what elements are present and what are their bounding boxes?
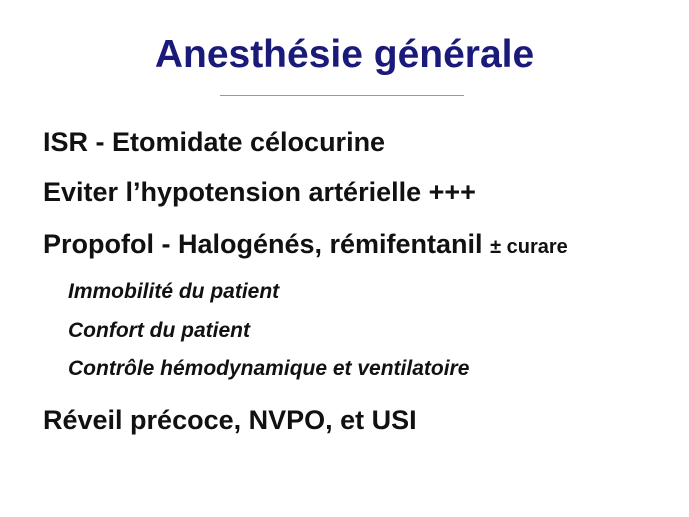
sub-item-confort: Confort du patient: [68, 319, 250, 342]
propofol-suffix-text: ± curare: [490, 236, 568, 258]
title-underline: [220, 95, 464, 96]
propofol-main-text: Propofol - Halogénés, rémifentanil: [43, 229, 483, 259]
sub-item-immobilite: Immobilité du patient: [68, 280, 280, 303]
bullet-hypotension: Eviter l’hypotension artérielle +++: [43, 177, 476, 207]
bullet-propofol: [43, 227, 568, 264]
sub-item-controle: Contrôle hémodynamique et ventilatoire: [68, 357, 470, 380]
bullet-isr: ISR - Etomidate célocurine: [43, 127, 386, 157]
bullet-reveil: Réveil précoce, NVPO, et USI: [43, 405, 417, 435]
slide-title: Anesthésie générale: [154, 33, 535, 76]
